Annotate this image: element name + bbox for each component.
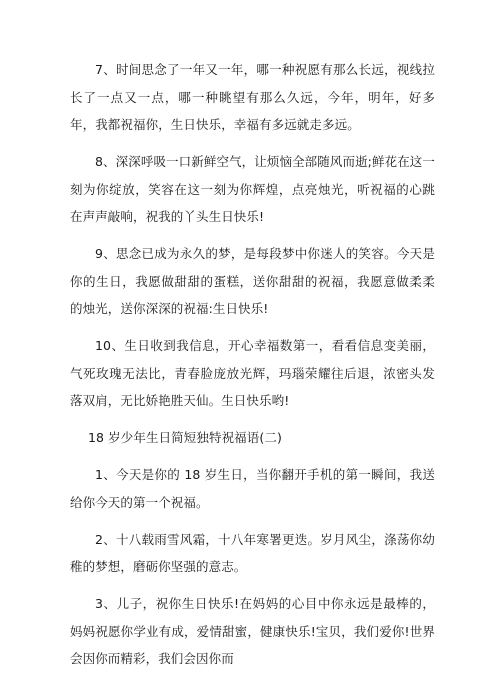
blessing-paragraph-9: 9、思念已成为永久的梦，是每段梦中你迷人的笑容。今天是你的生日，我愿做甜甜的蛋糕，送你甜甜的祝福，我愿意做柔柔的烛光，送你深深的祝福:生日快乐! xyxy=(70,246,435,316)
blessing-paragraph-7: 7、时间思念了一年又一年，哪一种祝愿有那么长远，视线拉长了一点又一点，哪一种眺望有那么久远，今年，明年，好多年，我都祝福你，生日快乐，幸福有多远就走多远。 xyxy=(70,62,435,132)
document-body xyxy=(70,56,435,682)
blessing-paragraph-s2-1: 1、今天是你的 18 岁生日，当你翻开手机的第一瞬间，我送给你今天的第一个祝福。 xyxy=(70,467,435,510)
blessing-paragraph-10: 10、生日收到我信息，开心幸福数第一，看看信息变美丽，气死玫瑰无法比，青春脸庞放光辉，玛瑙荣耀往后退，浓密头发落双肩，无比娇艳胜天仙。生日快乐哟! xyxy=(70,338,435,408)
blessing-paragraph-s2-3: 3、儿子，祝你生日快乐!在妈妈的心目中你永远是最棒的，妈妈祝愿你学业有成，爱情甜蜜，健康快乐!宝贝，我们爱你!世界会因你而精彩，我们会因你而 xyxy=(70,596,435,666)
blessing-paragraph-8: 8、深深呼吸一口新鲜空气，让烦恼全部随风而逝;鲜花在这一刻为你绽放，笑容在这一刻为你辉煌，点亮烛光，听祝福的心跳在声声敲响，祝我的丫头生日快乐! xyxy=(70,154,435,224)
blessing-paragraph-s2-2: 2、十八载雨雪风霜，十八年寒署更迭。岁月风尘，涤荡你幼稚的梦想，磨砺你坚强的意志。 xyxy=(70,531,435,574)
section-heading: 18 岁少年生日简短独特祝福语(二) xyxy=(88,430,282,445)
